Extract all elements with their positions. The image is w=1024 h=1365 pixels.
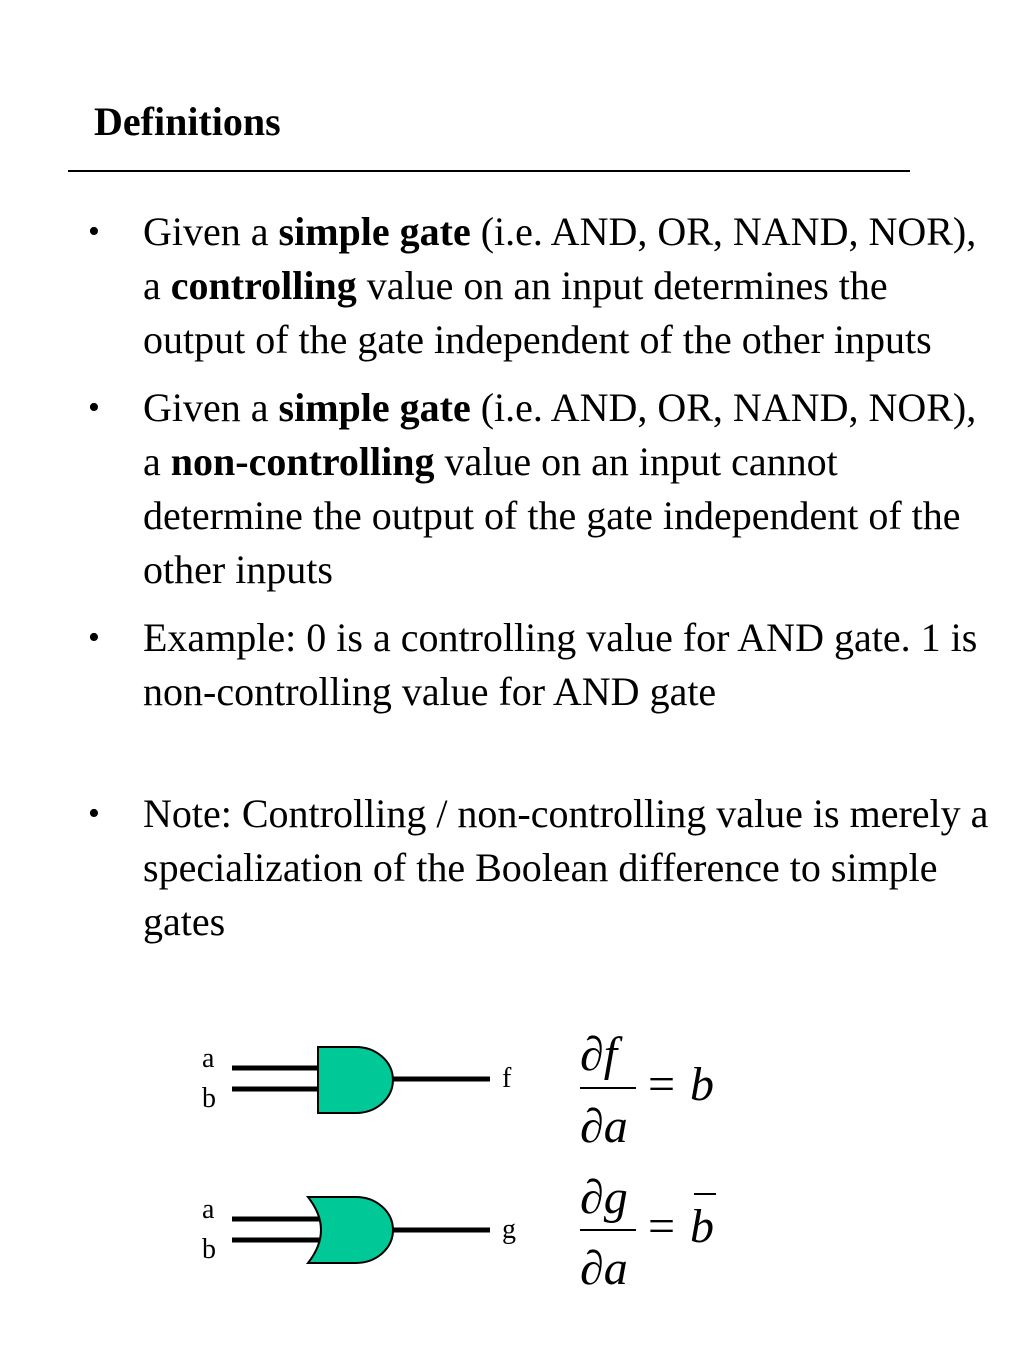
bold-term: simple gate — [278, 209, 471, 254]
eq2-denominator: ∂a — [580, 1242, 628, 1295]
eq1-rhs: b — [690, 1058, 714, 1111]
bullet-text: (i.e. AND, OR, NAND, NOR), a — [143, 209, 977, 308]
bullet-list — [0, 205, 1024, 963]
and-input-b-label: b — [202, 1083, 216, 1114]
bold-term: controlling — [170, 263, 357, 308]
bullet-dot: • — [88, 389, 100, 426]
and-gate-group — [202, 1043, 512, 1114]
bold-term: simple gate — [278, 385, 471, 430]
bullet-dot: • — [88, 213, 100, 250]
eq2-equals: = — [648, 1200, 676, 1253]
title-divider — [68, 170, 910, 172]
or-input-a-label: a — [202, 1194, 215, 1225]
and-input-a-label: a — [202, 1043, 215, 1074]
bullet-text: Note: Controlling / non-controlling value is merely a specialization of the Boolean difference to simple gates — [143, 791, 989, 944]
bullet-dot: • — [88, 619, 100, 656]
and-output-label: f — [502, 1063, 512, 1094]
bullet-text: value on an input cannot determine the output of the gate independent of the other inputs — [143, 439, 961, 592]
eq2-rhs: b — [690, 1200, 714, 1253]
bold-term: non-controlling — [170, 439, 435, 484]
eq1-denominator: ∂a — [580, 1100, 628, 1153]
or-gate-group — [202, 1194, 516, 1265]
bullet-item-controlling — [0, 205, 993, 367]
bullet-item-non-controlling — [0, 381, 993, 597]
eq2-numerator: ∂g — [580, 1171, 628, 1224]
bullet-text: Example: 0 is a controlling value for AND gate. 1 is non-controlling value for AND gate — [143, 615, 978, 714]
bullet-item-example — [0, 611, 993, 719]
page-title: Definitions — [94, 99, 281, 144]
or-output-label: g — [502, 1214, 516, 1245]
or-gate-icon — [308, 1197, 393, 1263]
boolean-difference-eq2 — [580, 1171, 716, 1295]
bullet-item-note — [0, 787, 993, 949]
boolean-difference-eq1 — [580, 1028, 714, 1153]
bullet-text: Given a — [143, 385, 279, 430]
bullet-text: Given a — [143, 209, 279, 254]
eq1-numerator: ∂f — [580, 1028, 618, 1081]
bullet-text: value on an input determines the output of the gate independent of the other inputs — [143, 263, 932, 362]
bullet-dot: • — [88, 795, 100, 832]
eq1-equals: = — [648, 1058, 676, 1111]
or-input-b-label: b — [202, 1234, 216, 1265]
and-gate-icon — [318, 1047, 393, 1113]
bullet-text: (i.e. AND, OR, NAND, NOR), a — [143, 385, 977, 484]
